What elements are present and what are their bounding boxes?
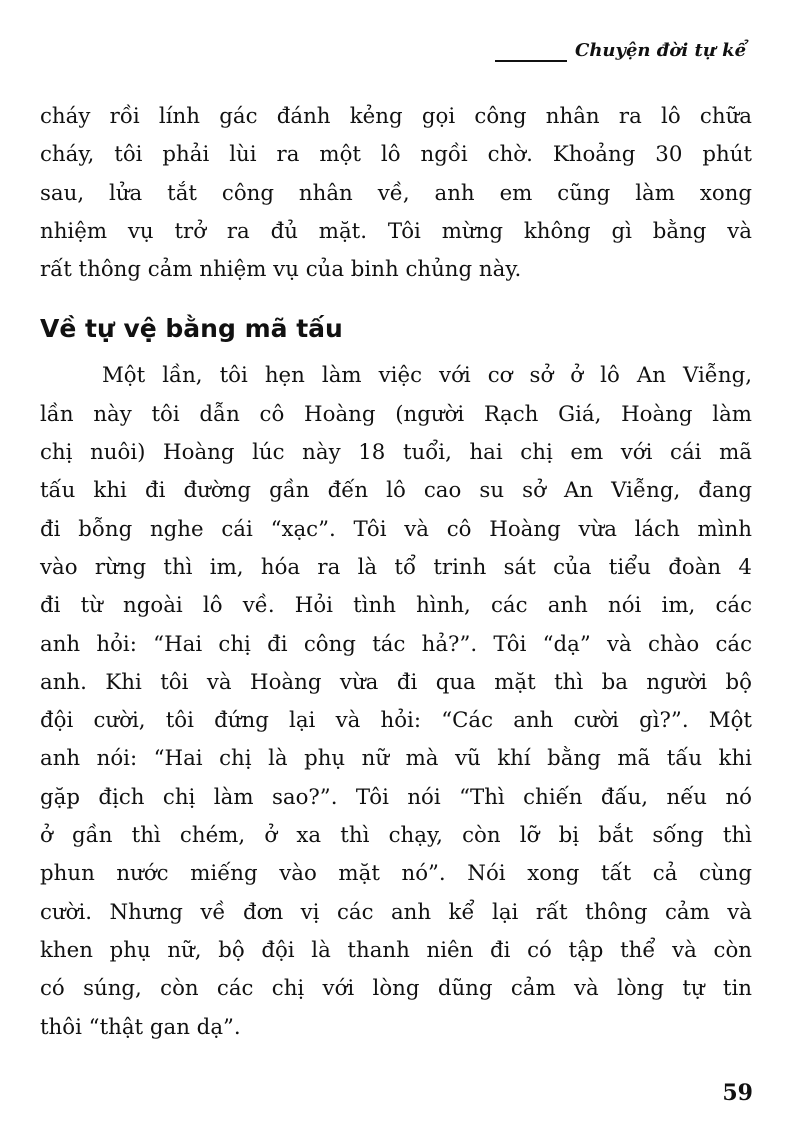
running-header — [495, 36, 753, 66]
text-line: rất thông cảm nhiệm vụ của binh chủng này. — [40, 257, 522, 283]
text-line: thôi “thật gan dạ”. — [40, 1014, 241, 1040]
text-line: vào rừng thì im, hóa ra là tổ trinh sát của tiểu đoàn 4 — [40, 554, 752, 580]
text-line: cháy rồi lính gác đánh kẻng gọi công nhân ra lô chữa — [40, 104, 752, 129]
running-title: Chuyện đời tự kể — [575, 40, 747, 61]
text-line: cười. Nhưng về đơn vị các anh kể lại rất thông cảm và — [40, 899, 752, 925]
text-line: chị nuôi) Hoàng lúc này 18 tuổi, hai chị em với cái mã — [40, 440, 752, 466]
page-body — [40, 98, 752, 1047]
section-heading: Về tự vệ bằng mã tấu — [40, 314, 343, 344]
text-line: anh. Khi tôi và Hoàng vừa đi qua mặt thì ba người bộ — [40, 669, 752, 695]
text-line: gặp địch chị làm sao?”. Tôi nói “Thì chiến đấu, nếu nó — [40, 784, 752, 810]
text-line: nhiệm vụ trở ra đủ mặt. Tôi mừng không gì bằng và — [40, 218, 752, 244]
text-line: đi bỗng nghe cái “xạc”. Tôi và cô Hoàng vừa lách mình — [40, 516, 752, 542]
text-line: sau, lửa tắt công nhân về, anh em cũng làm xong — [40, 180, 752, 206]
paragraph-1 — [40, 98, 752, 289]
paragraph-2 — [40, 357, 752, 1046]
text-line: phun nước miếng vào mặt nó”. Nói xong tất cả cùng — [40, 861, 752, 887]
text-line: đi từ ngoài lô về. Hỏi tình hình, các anh nói im, các — [40, 593, 752, 619]
header-rule — [495, 60, 567, 62]
text-line: có súng, còn các chị với lòng dũng cảm và lòng tự tin — [40, 976, 752, 1002]
text-line: ở gần thì chém, ở xa thì chạy, còn lỡ bị bắt sống thì — [40, 823, 752, 849]
text-line: anh hỏi: “Hai chị đi công tác hả?”. Tôi “dạ” và chào các — [40, 631, 752, 657]
text-line: khen phụ nữ, bộ đội là thanh niên đi có tập thể và còn — [40, 937, 752, 963]
text-line: lần này tôi dẫn cô Hoàng (người Rạch Giá, Hoàng làm — [40, 401, 752, 427]
text-line: tấu khi đi đường gần đến lô cao su sở An Viễng, đang — [40, 478, 752, 504]
page-number: 59 — [722, 1080, 753, 1106]
text-line: đội cười, tôi đứng lại và hỏi: “Các anh cười gì?”. Một — [40, 708, 752, 734]
text-line: cháy, tôi phải lùi ra một lô ngồi chờ. Khoảng 30 phút — [40, 142, 752, 168]
text-line: anh nói: “Hai chị là phụ nữ mà vũ khí bằng mã tấu khi — [40, 746, 752, 772]
text-line: Một lần, tôi hẹn làm việc với cơ sở ở lô An Viễng, — [102, 363, 752, 389]
